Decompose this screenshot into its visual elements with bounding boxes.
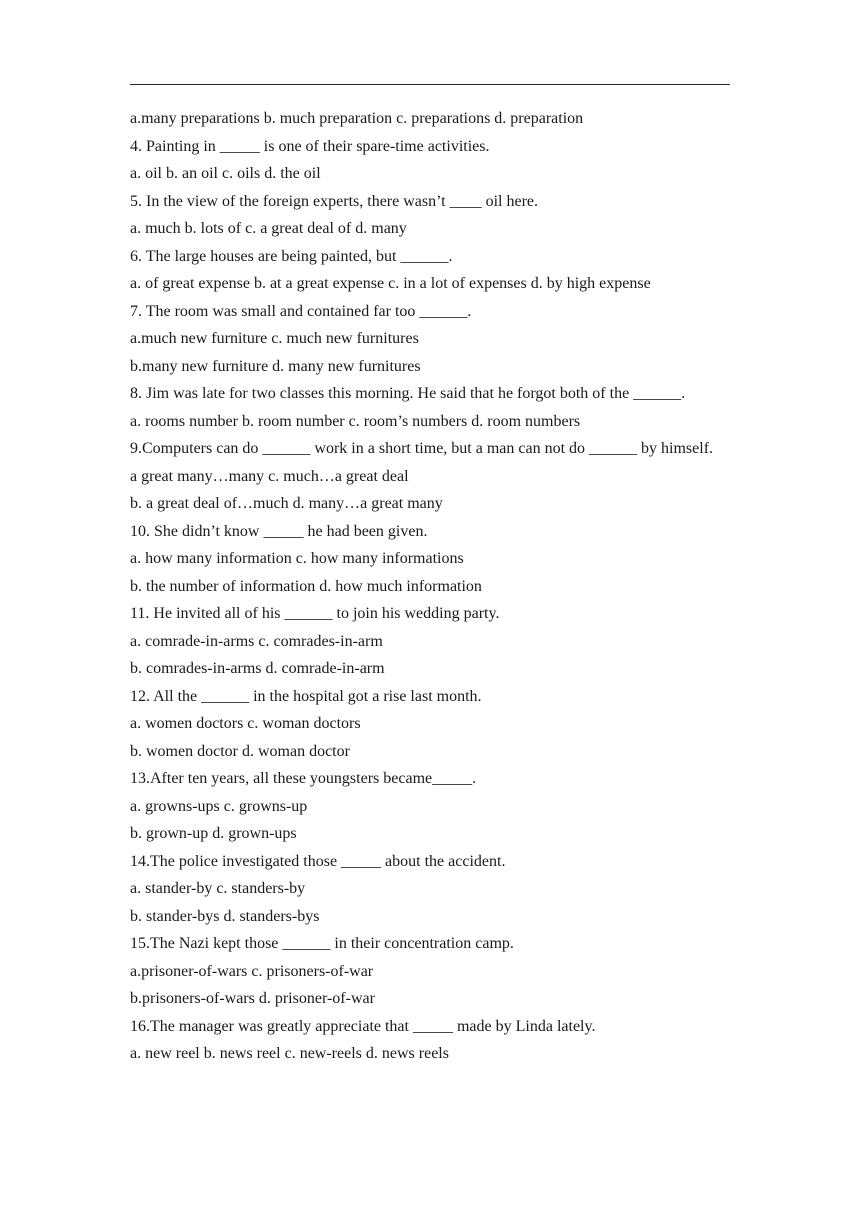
question-10: 10. She didn’t know _____ he had been given. <box>130 522 428 540</box>
options-q6: a. of great expense b. at a great expense c. in a lot of expenses d. by high expense <box>130 275 651 292</box>
options-q14-row2: b. stander-bys d. standers-bys <box>130 907 320 925</box>
question-4: 4. Painting in _____ is one of their spare-time activities. <box>130 137 490 155</box>
options-q7-row1: a.much new furniture c. much new furnitures <box>130 330 419 347</box>
options-q7-row2: b.many new furniture d. many new furnitures <box>130 357 421 375</box>
options-q12-row1: a. women doctors c. woman doctors <box>130 715 361 732</box>
options-q5: a. much b. lots of c. a great deal of d. many <box>130 220 407 237</box>
options-q12-row2: b. women doctor d. woman doctor <box>130 742 350 760</box>
options-q16: a. new reel b. news reel c. new-reels d. news reels <box>130 1045 449 1062</box>
exercise-content <box>130 105 732 1068</box>
options-q15-row1: a.prisoner-of-wars c. prisoners-of-war <box>130 962 374 980</box>
header-rule <box>130 84 730 85</box>
question-8: 8. Jim was late for two classes this morning. He said that he forgot both of the ______. <box>130 385 686 402</box>
question-11: 11. He invited all of his ______ to join his wedding party. <box>130 605 500 622</box>
question-6: 6. The large houses are being painted, but ______. <box>130 247 453 265</box>
options-q15-row2: b.prisoners-of-wars d. prisoner-of-war <box>130 990 375 1007</box>
options-q11-row1: a. comrade-in-arms c. comrades-in-arm <box>130 632 383 650</box>
question-14: 14.The police investigated those _____ about the accident. <box>130 852 506 870</box>
options-q13-row1: a. growns-ups c. growns-up <box>130 797 308 815</box>
options-q4: a. oil b. an oil c. oils d. the oil <box>130 165 321 182</box>
options-q13-row2: b. grown-up d. grown-ups <box>130 825 297 842</box>
options-q10-row1: a. how many information c. how many informations <box>130 550 464 567</box>
options-q10-row2: b. the number of information d. how much information <box>130 577 482 595</box>
options-q8: a. rooms number b. room number c. room’s numbers d. room numbers <box>130 412 581 430</box>
options-q3: a.many preparations b. much preparation c. preparations d. preparation <box>130 110 584 127</box>
options-q14-row1: a. stander-by c. standers-by <box>130 880 306 897</box>
question-12: 12. All the ______ in the hospital got a rise last month. <box>130 687 482 705</box>
question-9: 9.Computers can do ______ work in a short time, but a man can not do ______ by himself. <box>130 440 714 457</box>
question-13: 13.After ten years, all these youngsters became_____. <box>130 770 477 787</box>
options-q9-row2: b. a great deal of…much d. many…a great many <box>130 495 443 512</box>
question-7: 7. The room was small and contained far too ______. <box>130 302 472 320</box>
question-16: 16.The manager was greatly appreciate that _____ made by Linda lately. <box>130 1017 596 1035</box>
options-q11-row2: b. comrades-in-arms d. comrade-in-arm <box>130 660 385 677</box>
question-15: 15.The Nazi kept those ______ in their concentration camp. <box>130 935 514 952</box>
question-5: 5. In the view of the foreign experts, there wasn’t ____ oil here. <box>130 192 539 210</box>
options-q9-row1: a great many…many c. much…a great deal <box>130 467 409 485</box>
